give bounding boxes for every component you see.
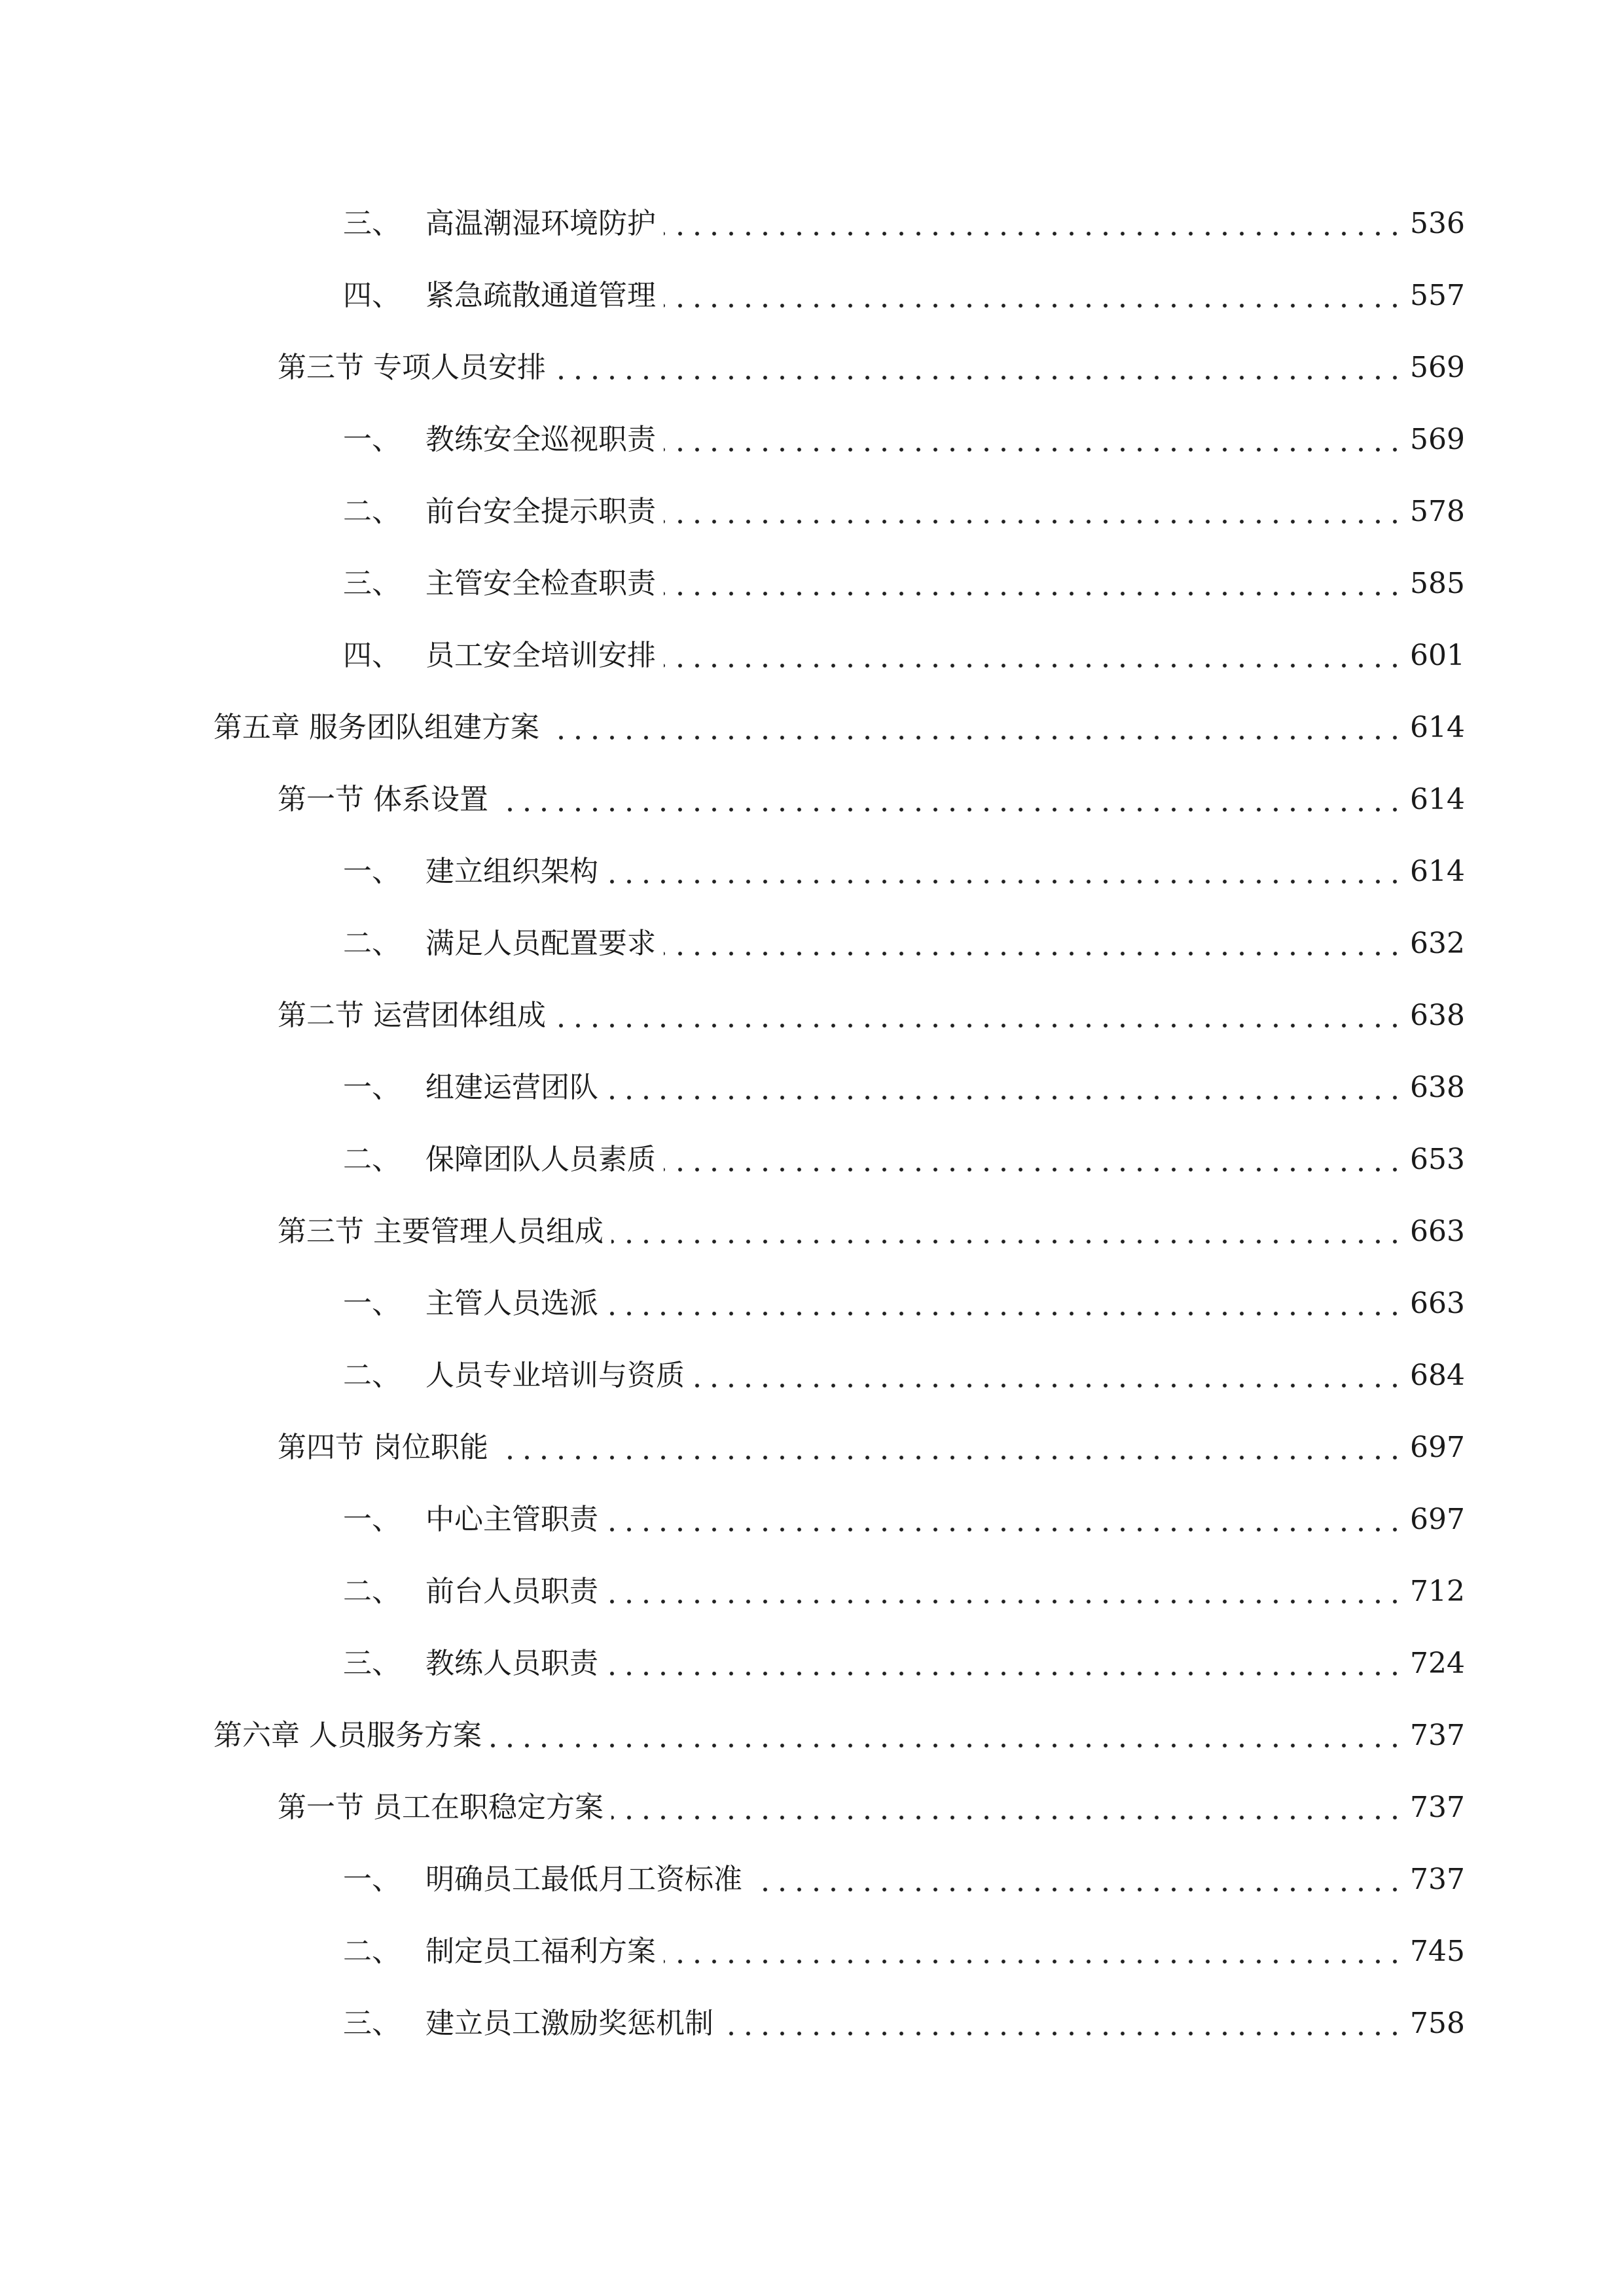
toc-entry-page: 569 — [1410, 351, 1465, 384]
dot-leader — [496, 1454, 1403, 1461]
toc-entry[interactable] — [343, 1055, 1465, 1107]
toc-entry-title: 明确员工最低月工资标准 — [425, 1863, 742, 1896]
toc-entry-title-text: 服务团队组建方案 — [309, 711, 539, 744]
toc-entry-page: 601 — [1410, 639, 1465, 672]
toc-entry-number: 三、 — [343, 567, 401, 600]
dot-leader — [606, 1310, 1403, 1317]
toc-entry-title: 高温潮湿环境防护 — [425, 207, 656, 240]
dot-leader — [750, 1886, 1403, 1893]
dot-leader — [606, 1094, 1403, 1101]
toc-entry-page: 614 — [1410, 711, 1465, 744]
dot-leader — [664, 230, 1403, 237]
toc-entry-title: 主管安全检查职责 — [425, 567, 656, 600]
toc-entry-title: 建立组织架构 — [425, 855, 598, 888]
toc-entry-title — [278, 996, 546, 1035]
toc-entry-number: 一、 — [343, 1287, 401, 1320]
dot-leader — [664, 950, 1403, 957]
toc-entry-title: 建立员工激励奖惩机制 — [425, 2007, 713, 2040]
toc-entry-page: 737 — [1410, 1863, 1465, 1896]
toc-entry-title: 中心主管职责 — [425, 1503, 598, 1536]
toc-entry-number: 第二节 — [278, 999, 364, 1032]
toc-entry-title — [278, 1788, 604, 1827]
toc-entry-title — [278, 348, 546, 387]
toc-entry[interactable] — [343, 479, 1465, 531]
toc-entry-title: 保障团队人员素质 — [425, 1143, 656, 1176]
toc-entry-number: 一、 — [343, 423, 401, 456]
toc-entry[interactable] — [343, 623, 1465, 675]
toc-entry-page: 758 — [1410, 2007, 1465, 2040]
toc-entry-number: 二、 — [343, 927, 401, 960]
toc-entry[interactable] — [343, 1919, 1465, 1971]
toc-entry-title: 教练安全巡视职责 — [425, 423, 656, 456]
dot-leader — [554, 1022, 1403, 1029]
toc-entry[interactable] — [343, 1631, 1465, 1683]
toc-entry-number: 三、 — [343, 1647, 401, 1680]
dot-leader — [611, 1238, 1403, 1245]
toc-entry[interactable] — [343, 1343, 1465, 1395]
toc-entry-page: 663 — [1410, 1287, 1465, 1320]
toc-entry-page: 663 — [1410, 1215, 1465, 1248]
toc-entry[interactable] — [343, 1847, 1465, 1899]
toc-entry-title: 满足人员配置要求 — [425, 927, 656, 960]
toc-entry-page: 569 — [1410, 423, 1465, 456]
toc-entry[interactable] — [278, 1199, 1465, 1251]
toc-entry-page: 745 — [1410, 1935, 1465, 1968]
toc-entry-page: 585 — [1410, 567, 1465, 600]
toc-entry[interactable] — [343, 1991, 1465, 2043]
toc-entry-page: 614 — [1410, 855, 1465, 888]
toc-entry-number: 一、 — [343, 1071, 401, 1104]
toc-entry[interactable] — [343, 1559, 1465, 1611]
toc-entry-page: 557 — [1410, 279, 1465, 312]
dot-leader — [606, 1670, 1403, 1677]
toc-entry-title-text: 运营团体组成 — [373, 999, 546, 1032]
dot-leader — [721, 2030, 1403, 2037]
toc-entry[interactable] — [343, 1127, 1465, 1179]
dot-leader — [606, 1598, 1403, 1605]
toc-entry-title: 人员专业培训与资质 — [425, 1359, 685, 1392]
toc-entry-page: 632 — [1410, 927, 1465, 960]
toc-entry-title — [213, 1716, 482, 1755]
toc-entry-page: 724 — [1410, 1647, 1465, 1680]
dot-leader — [664, 590, 1403, 597]
toc-entry-title — [213, 708, 539, 747]
toc-entry-page: 737 — [1410, 1719, 1465, 1752]
toc-entry-title: 教练人员职责 — [425, 1647, 598, 1680]
toc-entry-number: 四、 — [343, 279, 401, 312]
toc-entry-page: 737 — [1410, 1791, 1465, 1824]
toc-entry-page: 684 — [1410, 1359, 1465, 1392]
toc-entry-number: 一、 — [343, 1503, 401, 1536]
toc-entry-page: 712 — [1410, 1575, 1465, 1608]
toc-entry[interactable] — [213, 1703, 1465, 1755]
toc-entry-page: 638 — [1410, 999, 1465, 1032]
toc-entry-title-text: 员工在职稳定方案 — [373, 1791, 604, 1824]
toc-entry[interactable] — [343, 263, 1465, 315]
toc-entry-number: 三、 — [343, 207, 401, 240]
dot-leader — [664, 1958, 1403, 1965]
toc-entry[interactable] — [343, 1487, 1465, 1539]
toc-entry-title: 前台安全提示职责 — [425, 495, 656, 528]
dot-leader — [664, 662, 1403, 669]
toc-entry[interactable] — [278, 1775, 1465, 1827]
toc-entry-title-text: 主要管理人员组成 — [373, 1215, 604, 1248]
toc-entry-number: 一、 — [343, 1863, 401, 1896]
toc-entry-number: 二、 — [343, 1143, 401, 1176]
dot-leader — [664, 302, 1403, 309]
dot-leader — [547, 734, 1403, 741]
toc-entry[interactable] — [343, 551, 1465, 603]
toc-entry[interactable] — [278, 335, 1465, 387]
dot-leader — [606, 878, 1403, 885]
toc-entry-title-text: 人员服务方案 — [309, 1719, 482, 1752]
toc-entry-title: 紧急疏散通道管理 — [425, 279, 656, 312]
dot-leader — [490, 1742, 1403, 1749]
toc-entry-title — [278, 1212, 604, 1251]
toc-entry-title — [278, 780, 488, 819]
toc-entry-title: 制定员工福利方案 — [425, 1935, 656, 1968]
toc-entry-page: 578 — [1410, 495, 1465, 528]
dot-leader — [693, 1382, 1403, 1389]
dot-leader — [664, 446, 1403, 453]
toc-entry[interactable] — [343, 911, 1465, 963]
toc-entry[interactable] — [278, 983, 1465, 1035]
dot-leader — [611, 1814, 1403, 1821]
toc-entry-page: 697 — [1410, 1503, 1465, 1536]
toc-entry-number: 第四节 — [278, 1431, 364, 1464]
toc-entry-number: 第一节 — [278, 1791, 364, 1824]
toc-entry-number: 二、 — [343, 1359, 401, 1392]
toc-entry-number: 四、 — [343, 639, 401, 672]
toc-entry-title: 组建运营团队 — [425, 1071, 598, 1104]
toc-entry-number: 二、 — [343, 1935, 401, 1968]
toc-entry-title — [278, 1428, 488, 1467]
toc-entry-page: 653 — [1410, 1143, 1465, 1176]
toc-entry-number: 二、 — [343, 1575, 401, 1608]
toc-entry[interactable] — [343, 191, 1465, 243]
toc-entry-number: 第三节 — [278, 1215, 364, 1248]
dot-leader — [496, 806, 1403, 813]
toc-entry[interactable] — [278, 1415, 1465, 1467]
toc-entry-page: 536 — [1410, 207, 1465, 240]
toc-entry-title: 前台人员职责 — [425, 1575, 598, 1608]
dot-leader — [554, 374, 1403, 381]
toc-entry-title: 主管人员选派 — [425, 1287, 598, 1320]
toc-entry[interactable] — [213, 695, 1465, 747]
toc-entry-title-text: 体系设置 — [373, 783, 488, 816]
dot-leader — [606, 1526, 1403, 1533]
toc-entry-number: 第五章 — [213, 711, 300, 744]
toc-entry[interactable] — [343, 407, 1465, 459]
toc-entry[interactable] — [343, 1271, 1465, 1323]
toc-entry-number: 三、 — [343, 2007, 401, 2040]
toc-entry[interactable] — [343, 839, 1465, 891]
toc-entry[interactable] — [278, 767, 1465, 819]
toc-entry-number: 第一节 — [278, 783, 364, 816]
toc-entry-title-text: 岗位职能 — [373, 1431, 488, 1464]
toc-entry-page: 614 — [1410, 783, 1465, 816]
toc-entry-number: 第六章 — [213, 1719, 300, 1752]
toc-entry-title-text: 专项人员安排 — [373, 351, 546, 384]
toc-entry-page: 638 — [1410, 1071, 1465, 1104]
toc-entry-page: 697 — [1410, 1431, 1465, 1464]
dot-leader — [664, 518, 1403, 525]
toc-entry-title: 员工安全培训安排 — [425, 639, 656, 672]
toc-entry-number: 二、 — [343, 495, 401, 528]
dot-leader — [664, 1166, 1403, 1173]
toc-entry-number: 第三节 — [278, 351, 364, 384]
toc-entry-number: 一、 — [343, 855, 401, 888]
